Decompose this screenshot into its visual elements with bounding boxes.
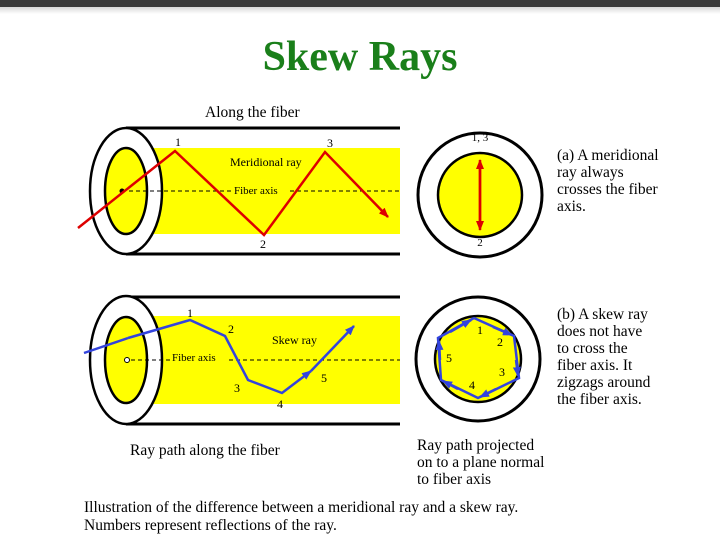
skew-cross-section [416,297,540,421]
skew-reflection-4: 4 [277,397,283,411]
caption-ray-path: Ray path along the fiber [130,442,280,459]
projected-label-1: 1 [477,323,483,337]
meridional-ray-label: Meridional ray [230,155,302,169]
along-fiber-heading: Along the fiber [205,104,300,121]
meridional-fiber [78,104,400,254]
slide-title: Skew Rays [262,34,458,80]
end-label-bottom: 2 [477,237,483,249]
skew-reflection-5: 5 [321,371,327,385]
caption-projection: Ray path projected on to a plane normal to fiber axis [417,437,545,488]
projected-label-4: 4 [469,378,475,392]
axis-point [125,358,130,363]
skew-reflection-1: 1 [187,306,193,320]
end-label-top: 1, 3 [471,132,489,144]
skew-ray-label: Skew ray [272,333,317,347]
reflection-2-label: 2 [260,237,266,251]
projected-label-2: 2 [497,335,503,349]
fiber-axis-label: Fiber axis [234,185,278,197]
skew-reflection-3: 3 [234,381,240,395]
meridional-note: (a) A meridional ray always crosses the fiber axis. [557,147,659,215]
skew-reflection-2: 2 [228,322,234,336]
figure-caption: Illustration of the difference between a meridional ray and a skew ray. Numbers represent reflections of the ray. [84,499,519,534]
projected-label-5: 5 [446,351,452,365]
skew-fiber [84,296,400,424]
projected-label-3: 3 [499,365,505,379]
reflection-1-label: 1 [175,135,181,149]
reflection-3-label: 3 [327,136,333,150]
skew-note: (b) A skew ray does not have to cross the fiber axis. It zigzags around the fiber axis. [557,306,651,408]
meridional-cross-section [418,132,542,257]
fiber-axis-label: Fiber axis [172,352,216,364]
